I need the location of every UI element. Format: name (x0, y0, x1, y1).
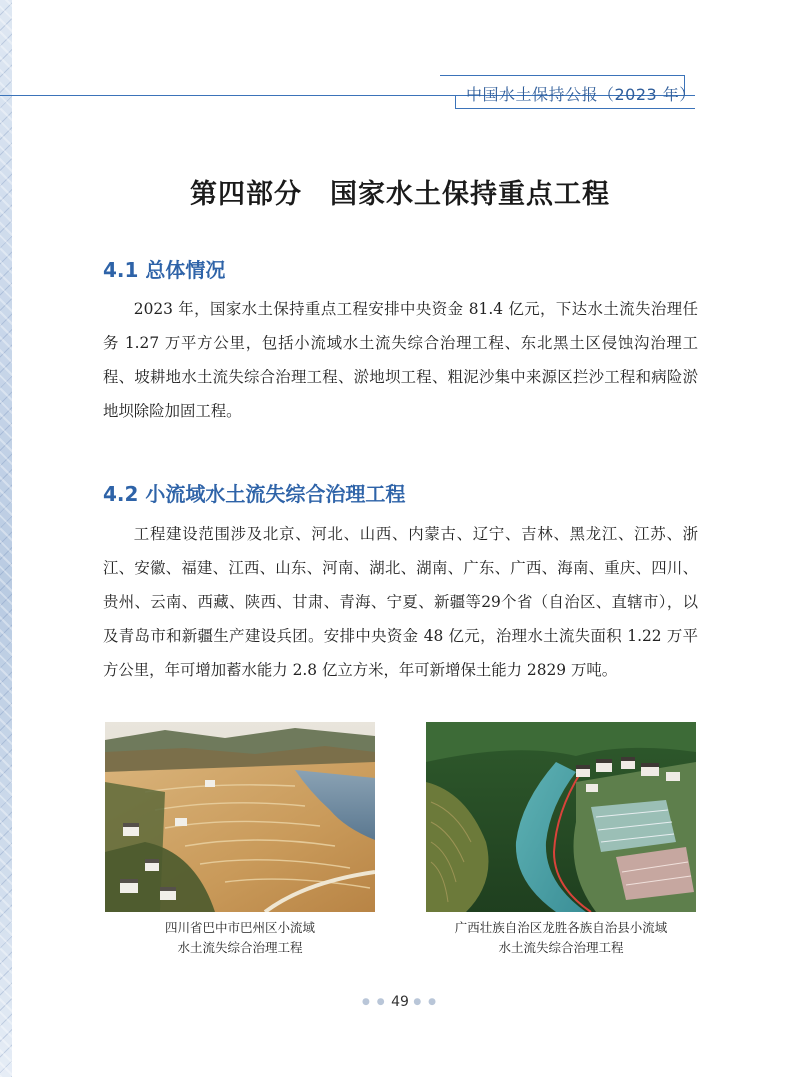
figure-caption-2 (426, 918, 696, 958)
running-header: 中国水土保持公报（2023 年） (466, 85, 696, 104)
page-title: 第四部分 国家水土保持重点工程 (190, 179, 610, 210)
page-number: 49 (391, 994, 409, 1010)
figure-caption-2-line1: 广西壮族自治区龙胜各族自治县小流域 (454, 920, 668, 935)
section-heading-4-2: 4.2 小流域水土流失综合治理工程 (103, 482, 406, 506)
photo-sichuan-watershed (105, 722, 375, 912)
footer-dots-left: ● ● (362, 997, 387, 1007)
header-frame-bottom (455, 108, 695, 109)
header-frame-left (455, 95, 456, 109)
section-body-4-2: 工程建设范围涉及北京、河北、山西、内蒙古、辽宁、吉林、黑龙江、江苏、浙江、安徽、福建、江西、山东、河南、湖北、湖南、广东、广西、海南、重庆、四川、贵州、云南、西藏、陕西、甘肃、青海、宁夏、新疆等29个省（自治区、直辖市），以及青岛市和新疆生产建设兵团。安排中央资金 48 亿元，治理水土流失面积 1.22 万平方公里，年可增加蓄水能力 2.8 亿立方米，年可新增保土能力 2829 万吨。 (103, 525, 698, 679)
figure-caption-1-line2: 水土流失综合治理工程 (177, 940, 303, 955)
page-footer (0, 994, 800, 1010)
figure-caption-1 (105, 918, 375, 958)
header-frame-top (440, 75, 685, 76)
section-heading-4-1: 4.1 总体情况 (103, 258, 226, 282)
figure-caption-2-line2: 水土流失综合治理工程 (498, 940, 624, 955)
section-body-4-1: 2023 年，国家水土保持重点工程安排中央资金 81.4 亿元，下达水土流失治理任务 1.27 万平方公里，包括小流域水土流失综合治理工程、东北黑土区侵蚀沟治理工程、坡耕地水土流失综合治理工程、淤地坝工程、粗泥沙集中来源区拦沙工程和病险淤地坝除险加固工程。 (103, 300, 698, 420)
photo-guangxi-watershed (426, 722, 696, 912)
footer-dots-right: ● ● (413, 997, 438, 1007)
figure-caption-1-line1: 四川省巴中市巴州区小流域 (164, 920, 315, 935)
side-decoration (0, 0, 12, 1077)
